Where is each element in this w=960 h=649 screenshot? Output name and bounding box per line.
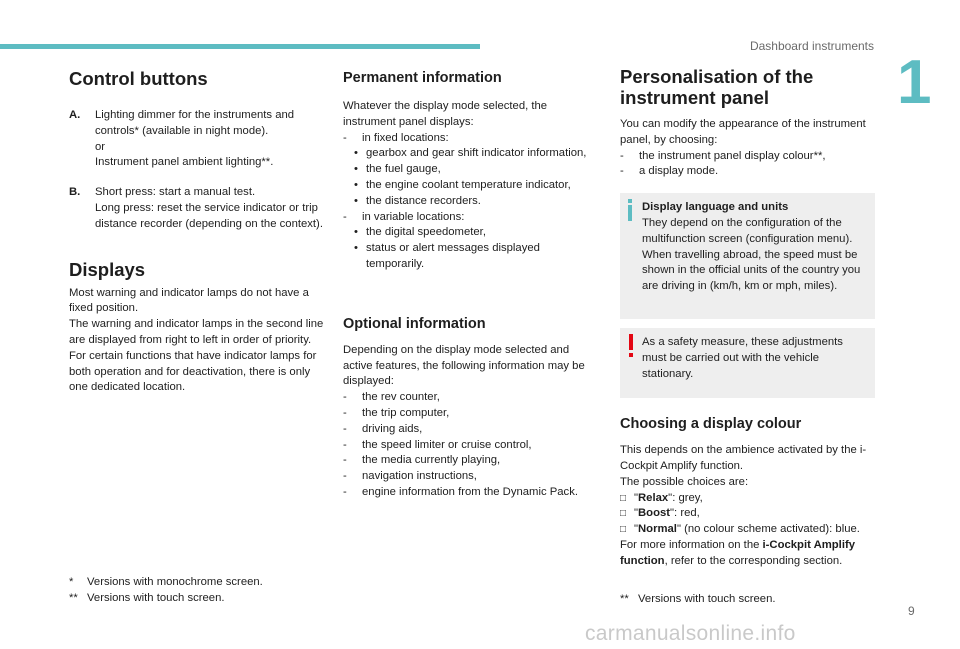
colour-choices-label: The possible choices are: — [620, 475, 749, 488]
checkbox-square-icon: □ — [620, 492, 627, 504]
footnote-text: Versions with touch screen. — [638, 593, 776, 605]
info-box-text: They depend on the configuration of the multifunction screen (configuration menu). When travelling abroad, the speed must be shown in the official units of the country you are driving in (km/h, km or mph, miles). — [642, 216, 861, 293]
footnote-mark: ** — [620, 593, 629, 605]
list-item: - engine information from the Dynamic Pack. — [343, 485, 578, 498]
info-box-title: Display language and units — [642, 201, 789, 214]
info-icon — [625, 199, 637, 221]
colour-intro: This depends on the ambience activated by the i-Cockpit Amplify function. — [620, 444, 867, 472]
info-box — [620, 193, 875, 319]
optional-info-heading: Optional information — [343, 315, 486, 332]
item-b-line: Long press: reset the service indicator or trip distance recorder (depending on the context). — [95, 201, 323, 230]
personalisation-heading: Personalisation of the instrument panel — [620, 66, 814, 108]
column-middle — [343, 66, 599, 501]
displays-paragraph: The warning and indicator lamps in the second line are displayed from right to left in order of priority. — [69, 318, 324, 346]
list-item: - driving aids, — [343, 422, 423, 435]
watermark: carmanualsonline.info — [585, 622, 796, 645]
footnote-mark: ** — [69, 591, 78, 604]
footnote-right — [620, 592, 875, 608]
list-item: - the speed limiter or cruise control, — [343, 438, 532, 451]
checkbox-square-icon: □ — [620, 508, 627, 520]
list-item: - in fixed locations: — [343, 131, 599, 147]
footnote — [69, 591, 327, 607]
list-item: - a display mode. — [620, 165, 719, 178]
list-item: • status or alert messages displayed temporarily. — [354, 242, 540, 270]
permanent-info-heading: Permanent information — [343, 70, 502, 86]
list-item: • the distance recorders. — [354, 194, 481, 207]
personalisation-intro: You can modify the appearance of the instrument panel, by choosing: — [620, 118, 866, 146]
chapter-number: 1 — [897, 48, 932, 117]
optional-intro: Depending on the display mode selected and active features, the following information may be displayed: — [343, 343, 585, 388]
list-item: • the engine coolant temperature indicator, — [354, 178, 571, 191]
column-left — [69, 66, 327, 396]
item-a-label: A. — [69, 109, 81, 121]
header-accent-bar — [0, 44, 480, 49]
item-b — [69, 185, 327, 232]
warning-icon — [626, 334, 636, 358]
displays-paragraph: Most warning and indicator lamps do not have a fixed position. — [69, 286, 309, 315]
item-b-label: B. — [69, 186, 81, 199]
checkbox-square-icon: □ — [620, 524, 627, 536]
list-item: - the trip computer, — [343, 406, 450, 419]
page-number: 9 — [908, 604, 915, 618]
variable-locations-label: in variable locations: — [362, 210, 465, 223]
column-right — [620, 66, 875, 570]
displays-paragraph: For certain functions that have indicator lamps for both operation and for deactivation, there is only one dedicated location. — [69, 349, 317, 394]
control-buttons-heading: Control buttons — [69, 68, 208, 89]
item-b-line: Short press: start a manual test. — [95, 186, 256, 199]
footnote-mark: * — [69, 576, 74, 588]
choice-item: □ "Normal" (no colour scheme activated): blue. — [620, 522, 875, 538]
fixed-locations-label: in fixed locations: — [362, 131, 449, 144]
item-a-line: or — [95, 140, 106, 153]
list-item: • the fuel gauge, — [354, 163, 441, 176]
list-item: - the instrument panel display colour**, — [620, 149, 826, 162]
footnote-text: Versions with touch screen. — [87, 591, 225, 604]
list-item: - the rev counter, — [343, 391, 440, 404]
list-item: - the media currently playing, — [343, 454, 501, 467]
footnote — [620, 592, 875, 608]
more-info-text: For more information on the i-Cockpit Amplify function, refer to the corresponding section. — [620, 538, 856, 567]
section-title: Dashboard instruments — [749, 39, 874, 53]
displays-heading: Displays — [69, 258, 146, 280]
footnotes-left — [69, 575, 327, 607]
list-item: - in variable locations: — [343, 210, 599, 226]
warning-box — [620, 328, 875, 398]
permanent-intro: Whatever the display mode selected, the instrument panel displays: — [343, 100, 548, 128]
item-a — [69, 108, 327, 171]
list-item: • gearbox and gear shift indicator information, — [354, 147, 587, 160]
item-a-line: Lighting dimmer for the instruments and controls* (available in night mode). — [95, 109, 295, 137]
choice-item: □ "Boost": red, — [620, 506, 875, 522]
footnote-text: Versions with monochrome screen. — [87, 576, 263, 588]
footnote — [69, 575, 327, 591]
warning-box-text: As a safety measure, these adjustments must be carried out with the vehicle stationary. — [642, 336, 843, 380]
choice-item: □ "Relax": grey, — [620, 491, 875, 507]
item-a-line: Instrument panel ambient lighting**. — [95, 156, 274, 169]
list-item: - navigation instructions, — [343, 470, 477, 483]
list-item: • the digital speedometer, — [354, 226, 486, 239]
colour-heading: Choosing a display colour — [620, 416, 802, 433]
